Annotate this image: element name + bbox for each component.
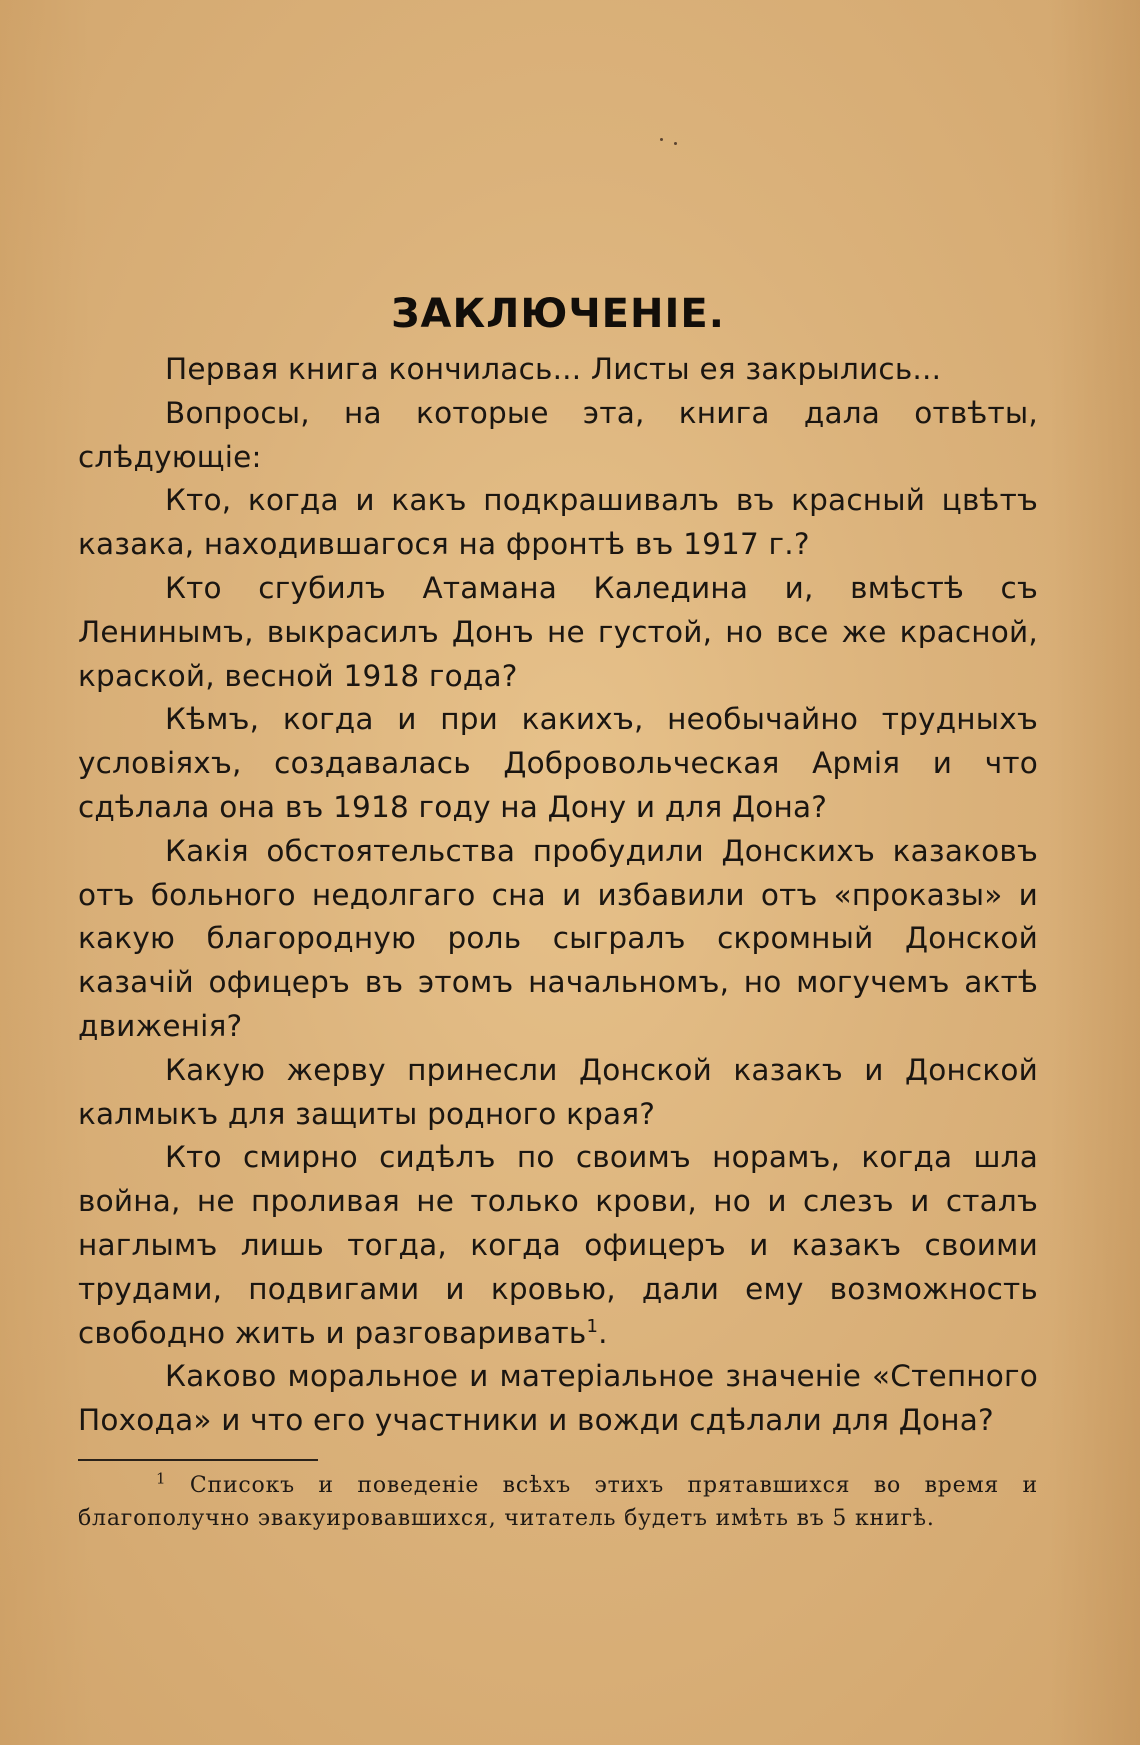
paragraph-end-punctuation: . xyxy=(598,1315,608,1350)
chapter-heading: ЗАКЛЮЧЕНІЕ. xyxy=(391,291,725,337)
paragraph: Кто сгубилъ Атамана Каледина и, вмѣстѣ съ Ленинымъ, выкрасилъ Донъ не густой, но все же красной, краской, весной 1918 года? xyxy=(78,570,1038,693)
paragraph: Каково моральное и матеріальное значеніе «Степного Похода» и что его участники и вожди сдѣлали для Дона? xyxy=(78,1359,1038,1438)
footnote-divider xyxy=(78,1459,318,1461)
paragraph: Кто, когда и какъ подкрашивалъ въ красный цвѣтъ казака, находившагося на фронтѣ въ 1917 г.? xyxy=(78,483,1038,562)
footnote-text: Списокъ и поведеніе всѣхъ этихъ прятавшихся во время и благополучно эвакуировавшихся, читатель будетъ имѣть въ 5 книгѣ. xyxy=(78,1472,1038,1531)
footnote xyxy=(78,1469,1038,1535)
paragraph: Вопросы, на которые эта, книга дала отвѣты, слѣдующіе: xyxy=(78,395,1038,474)
paragraph: Кѣмъ, когда и при какихъ, необычайно трудныхъ условіяхъ, создавалась Добровольческая Армія и что сдѣлала она въ 1918 году на Дону и для Дона? xyxy=(78,702,1038,824)
paragraph: Какія обстоятельства пробудили Донскихъ казаковъ отъ больного недолгаго сна и избавили отъ «проказы» и какую благородную роль сыгралъ скромный Донской казачій офицеръ въ этомъ начальномъ, но могучемъ актѣ движенія? xyxy=(78,833,1038,1043)
paper-specks xyxy=(660,138,680,148)
page-body xyxy=(78,290,1038,1535)
footnote-marker: 1 xyxy=(156,1469,167,1488)
footnote-reference: 1 xyxy=(586,1315,599,1337)
paragraph: Какую жерву принесли Донской казакъ и Донской калмыкъ для защиты родного края? xyxy=(78,1052,1038,1131)
paragraph: Первая книга кончилась... Листы ея закрылись... xyxy=(165,352,942,386)
paragraph-with-footnote xyxy=(78,1136,1038,1355)
main-text xyxy=(78,348,1038,1443)
paragraph-text: Кто смирно сидѣлъ по своимъ норамъ, когда шла война, не проливая не только крови, но и слезъ и сталъ наглымъ лишь тогда, когда офицеръ и казакъ своими трудами, подвигами и кровью, дали ему возможность свободно жить и разговаривать xyxy=(78,1140,1038,1350)
